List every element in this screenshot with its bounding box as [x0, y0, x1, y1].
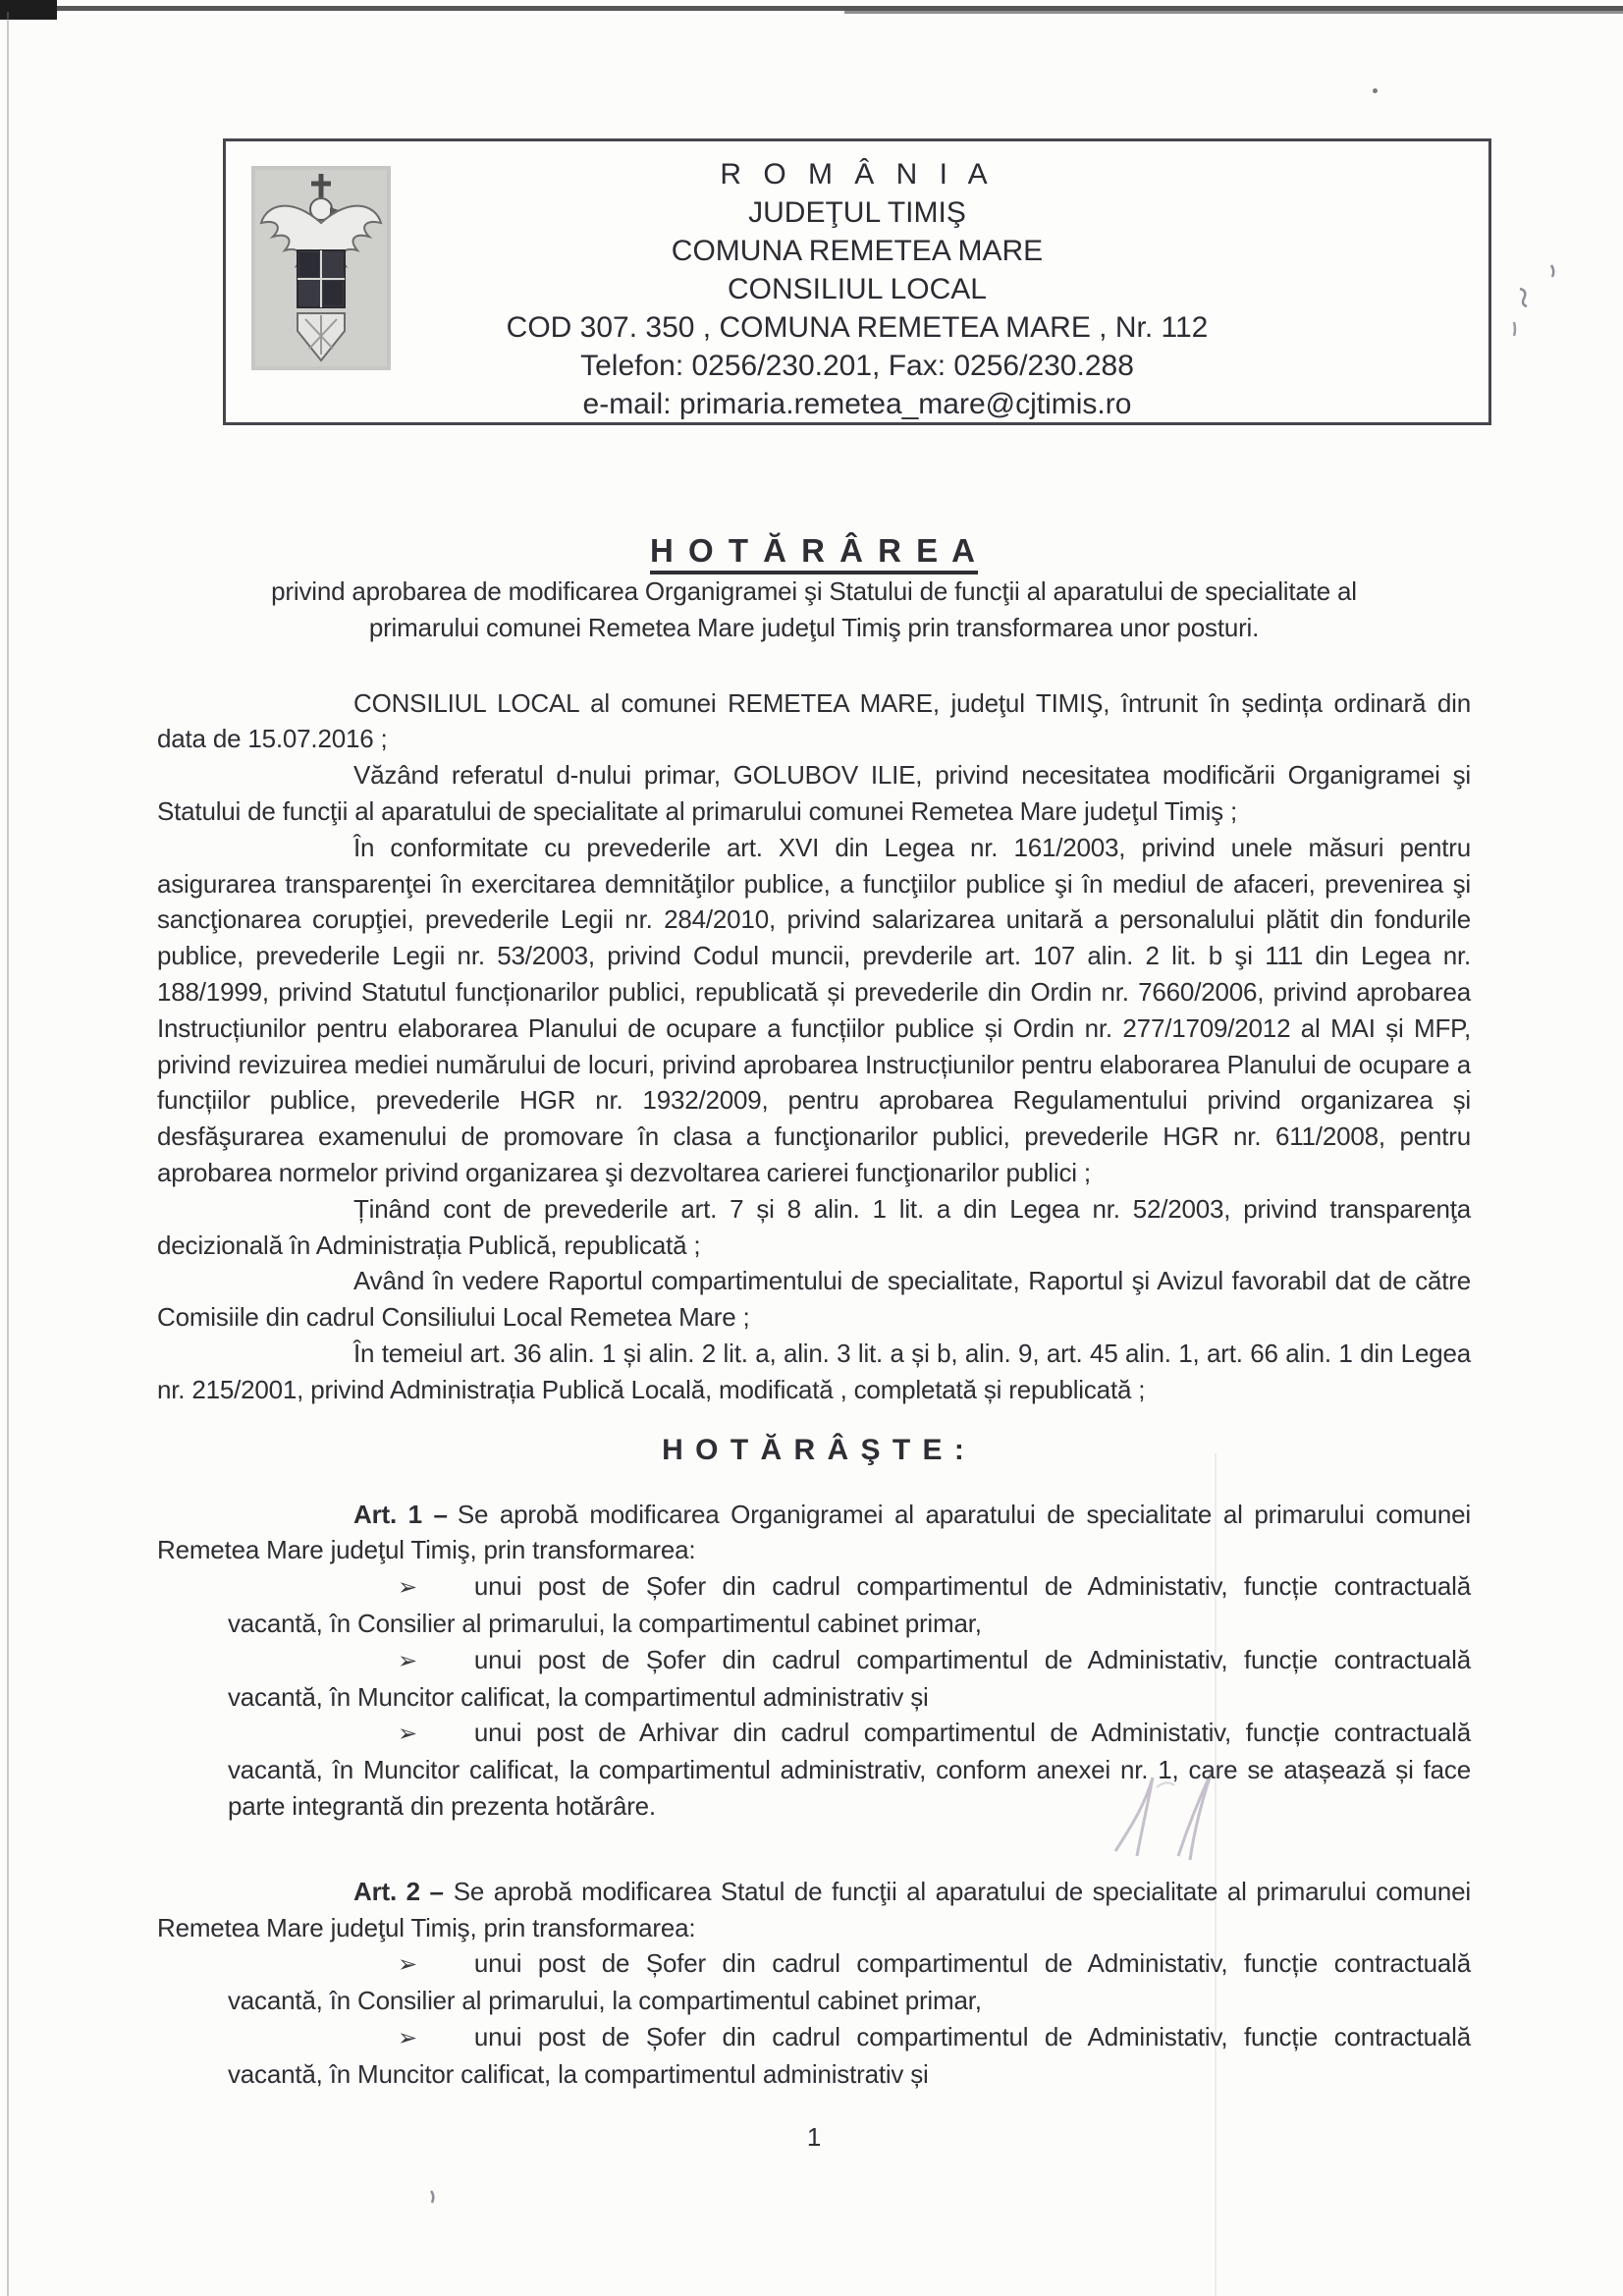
preamble-paragraph: Văzând referatul d-nului primar, GOLUBOV ILIE, privind necesitatea modificării Organigramei şi Statului de funcţii al aparatului de specialitate al primarului comunei Remetea Mare judeţul Timiş ;	[157, 760, 1471, 826]
document-title-text: H O T Ă R Â R E A	[650, 532, 978, 574]
document-subtitle-line: primarului comunei Remetea Mare judeţul Timiş prin transformarea unor posturi.	[368, 612, 1260, 642]
list-item	[228, 1642, 1471, 1716]
list-item	[228, 2019, 1471, 2093]
preamble-paragraph: În temeiul art. 36 alin. 1 și alin. 2 lit. a, alin. 3 lit. a și b, alin. 9, art. 45 alin. 1, art. 66 alin. 1 din Legea nr. 215/2001, privind Administrația Publică Locală, modificată , completată și republicată ;	[157, 1338, 1471, 1404]
preamble-paragraph: Ținând cont de prevederile art. 7 și 8 alin. 1 lit. a din Legea nr. 52/2003, privind transparenţa decizională în Administrația Publică, republicată ;	[157, 1193, 1471, 1260]
ink-dot	[1373, 88, 1378, 93]
list-item-text: unui post de Șofer din cadrul compartimentul de Administativ, funcție contractuală vacantă, în Muncitor calificat, la compartimentul administrativ și	[228, 2021, 1471, 2089]
list-item-text: unui post de Arhivar din cadrul compartimentul de Administativ, funcție contractuală vacantă, în Muncitor calificat, la compartimentul administrativ, conform anexei nr. 1, care se atașează și face parte integrantă din prezenta hotărâre.	[228, 1718, 1471, 1821]
article-1	[157, 1497, 1471, 1825]
list-item-text: unui post de Șofer din cadrul compartimentul de Administativ, funcție contractuală vacantă, în Consilier al primarului, la compartimentul cabinet primar,	[228, 1571, 1471, 1638]
arrow-bullet-icon: ➢	[398, 1720, 417, 1748]
list-item	[228, 1945, 1471, 2019]
document-title	[157, 528, 1471, 574]
letterhead-phone: Telefon: 0256/230.201, Fax: 0256/230.288	[580, 350, 1134, 382]
letterhead-box	[223, 138, 1491, 425]
preamble	[157, 685, 1471, 1408]
scan-edge-line-light	[844, 11, 1623, 14]
ink-speck	[425, 2188, 439, 2211]
letterhead-council: CONSILIUL LOCAL	[728, 273, 987, 305]
article-1-intro-text: Se aprobă modificarea Organigramei al aparatului de specialitate al primarului comunei Remetea Mare judeţul Timiş, prin transformarea:	[157, 1499, 1472, 1565]
page-number: 1	[806, 2122, 822, 2153]
list-item-text: unui post de Șofer din cadrul compartimentul de Administativ, funcție contractuală vacantă, în Muncitor calificat, la compartimentul administrativ și	[228, 1644, 1471, 1712]
list-item	[228, 1715, 1471, 1824]
letterhead-commune: COMUNA REMETEA MARE	[671, 235, 1044, 267]
letterhead-address: COD 307. 350 , COMUNA REMETEA MARE , Nr. 112	[506, 311, 1209, 344]
arrow-bullet-icon: ➢	[398, 1646, 417, 1674]
list-item-text: unui post de Șofer din cadrul compartimentul de Administativ, funcție contractuală vacantă, în Consilier al primarului, la compartimentul cabinet primar,	[228, 1948, 1471, 2016]
article-2-intro-text: Se aprobă modificarea Statul de funcţii al aparatului de specialitate al primarului comunei Remetea Mare judeţul Timiş, prin transformarea:	[157, 1876, 1471, 1942]
article-2-label: Art. 2 –	[353, 1876, 444, 1906]
article-2-intro	[157, 1874, 1471, 1946]
preamble-paragraph: Având în vedere Raportul compartimentului de specialitate, Raportul şi Avizul favorabil dat de către Comisiile din cadrul Consiliului Local Remetea Mare ;	[157, 1266, 1471, 1333]
letterhead-country: R O M Â N I A	[720, 158, 995, 191]
arrow-bullet-icon: ➢	[398, 1573, 417, 1602]
decision-heading: H O T Ă R Â Ş T E :	[662, 1433, 966, 1466]
article-2	[157, 1874, 1471, 2093]
article-1-label: Art. 1 –	[353, 1499, 448, 1529]
letterhead-county: JUDEŢUL TIMIŞ	[748, 196, 966, 229]
handwritten-margin-marks	[1506, 257, 1575, 351]
preamble-paragraph: În conformitate cu prevederile art. XVI din Legea nr. 161/2003, privind unele măsuri pentru asigurarea transparenţei în exercitarea demnităţilor publice, a funcţiilor publice şi în mediul de afaceri, prevenirea şi sancţionarea corupţiei, prevederile Legii nr. 284/2010, privind salarizarea unitară a personalului plătit din fondurile publice, prevederile Legii nr. 53/2003, privind Codul muncii, prevderile art. 107 alin. 2 lit. b şi 111 din Legea nr. 188/1999, privind Statutul funcționarilor publici, republicată și prevederile din Ordin nr. 7660/2006, privind aprobarea Instrucțiunilor pentru elaborarea Planului de ocupare a funcțiilor publice și Ordin nr. 277/1709/2012 al MAI și MFP, privind revizuirea mediei numărului de locuri, privind aprobarea Instrucțiunilor pentru elaborarea Planului de ocupare a funcțiilor publice, prevederile HGR nr. 1932/2009, pentru aprobarea Regulamentului privind organizarea și desfăşurarea examenului de promovare în clasa a funcţionarilor publici, prevederile HGR nr. 611/2008, pentru aprobarea normelor privind organizarea şi dezvoltarea carierei funcţionarilor publici ;	[157, 832, 1471, 1187]
scan-left-edge-line	[7, 12, 9, 2296]
arrow-bullet-icon: ➢	[398, 2023, 417, 2051]
document-body	[157, 528, 1471, 2156]
arrow-bullet-icon: ➢	[398, 1950, 417, 1979]
letterhead-email: e-mail: primaria.remetea_mare@cjtimis.ro	[582, 388, 1132, 420]
document-subtitle-line: privind aprobarea de modificarea Organigramei şi Statului de funcţii al aparatului de specialitate al	[271, 576, 1357, 606]
preamble-paragraph: CONSILIUL LOCAL al comunei REMETEA MARE, judeţul TIMIŞ, întrunit în ședința ordinară din data de 15.07.2016 ;	[157, 687, 1471, 754]
romania-coat-of-arms	[251, 166, 391, 370]
list-item	[228, 1568, 1471, 1642]
article-1-intro	[157, 1497, 1471, 1569]
